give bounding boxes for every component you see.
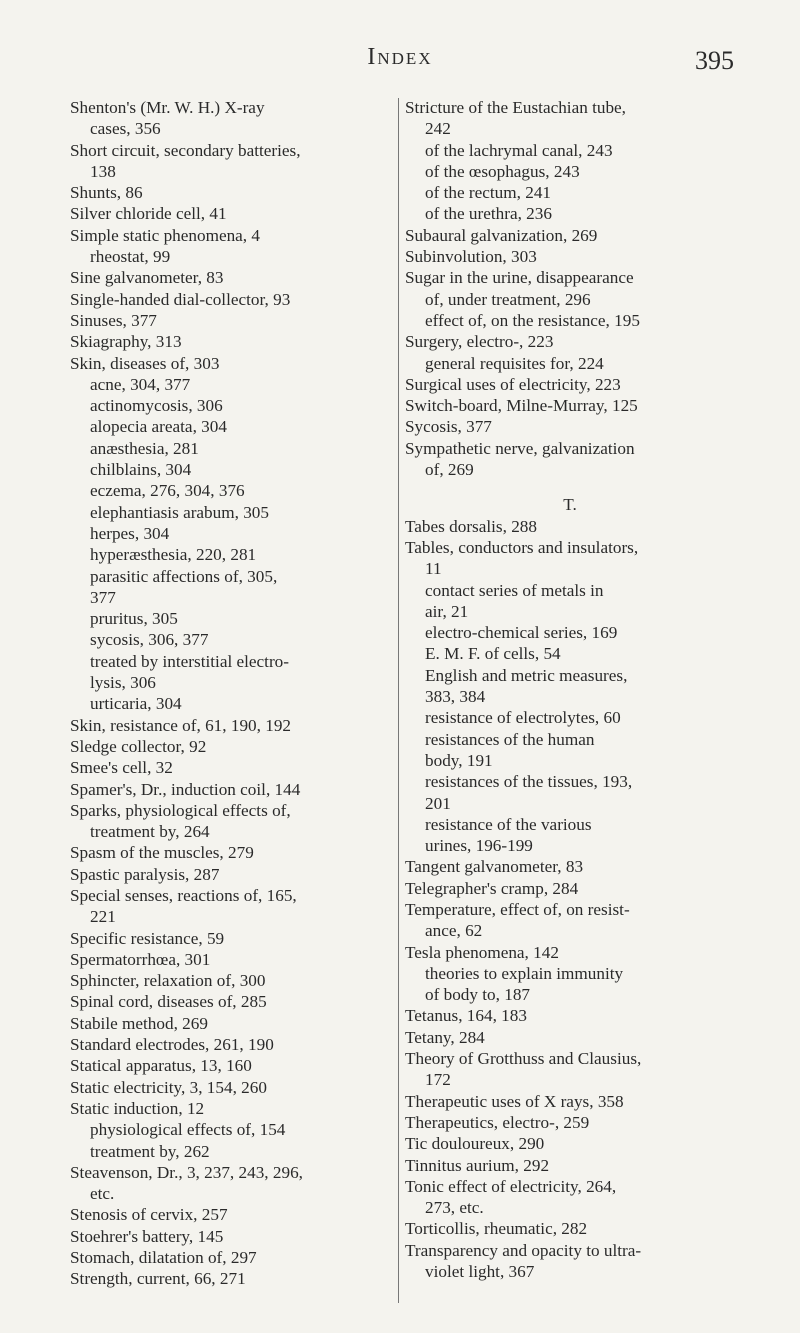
index-entry: violet light, 367 xyxy=(425,1262,535,1282)
index-entry: cases, 356 xyxy=(90,119,161,139)
index-entry: treatment by, 264 xyxy=(90,822,210,842)
column-divider xyxy=(398,98,399,1303)
section-letter: T. xyxy=(563,495,577,515)
index-entry: Stoehrer's battery, 145 xyxy=(70,1226,224,1246)
index-entry: Skin, diseases of, 303 xyxy=(70,353,220,373)
index-entry: theories to explain immunity xyxy=(425,963,624,983)
index-entry: of, under treatment, 296 xyxy=(425,289,591,309)
index-entry: body, 191 xyxy=(425,750,493,770)
index-entry: anæsthesia, 281 xyxy=(90,438,199,458)
index-entry: sycosis, 306, 377 xyxy=(90,630,209,650)
index-entry: Theory of Grotthuss and Clausius, xyxy=(405,1049,642,1069)
index-entry: Sphincter, relaxation of, 300 xyxy=(70,971,266,991)
index-entry: Tangent galvanometer, 83 xyxy=(405,857,584,877)
index-entry: Spasm of the muscles, 279 xyxy=(70,843,254,863)
index-entry: treated by interstitial electro- xyxy=(90,651,289,671)
index-entry: Tetany, 284 xyxy=(405,1027,485,1047)
index-entry: electro-chemical series, 169 xyxy=(425,623,618,643)
index-entry: Sine galvanometer, 83 xyxy=(70,268,224,288)
index-entry: Simple static phenomena, 4 xyxy=(70,225,260,245)
index-entry: Special senses, reactions of, 165, xyxy=(70,885,297,905)
index-entry: Surgical uses of electricity, 223 xyxy=(405,374,621,394)
index-entry: Spamer's, Dr., induction coil, 144 xyxy=(70,779,301,799)
index-entry: urticaria, 304 xyxy=(90,694,182,714)
index-entry: Stabile method, 269 xyxy=(70,1013,208,1033)
index-entry: Static electricity, 3, 154, 260 xyxy=(70,1077,267,1097)
index-entry: Strength, current, 66, 271 xyxy=(70,1269,246,1289)
index-entry: effect of, on the resistance, 195 xyxy=(425,310,640,330)
index-entry: Statical apparatus, 13, 160 xyxy=(70,1056,252,1076)
index-entry: of the urethra, 236 xyxy=(425,204,552,224)
index-entry: 172 xyxy=(425,1070,451,1090)
index-entry: Sycosis, 377 xyxy=(405,417,492,437)
index-entry: resistance of electrolytes, 60 xyxy=(425,708,621,728)
index-entry: Static induction, 12 xyxy=(70,1098,205,1118)
index-entry: resistances of the tissues, 193, xyxy=(425,772,633,792)
index-entry: lysis, 306 xyxy=(90,673,156,693)
index-entry: contact series of metals in xyxy=(425,580,604,600)
index-column-right xyxy=(405,97,735,1282)
index-entry: Silver chloride cell, 41 xyxy=(70,204,227,224)
index-entry: Subaural galvanization, 269 xyxy=(405,225,598,245)
index-entry: resistance of the various xyxy=(425,814,592,834)
index-entry: Tonic effect of electricity, 264, xyxy=(405,1176,617,1196)
index-entry: actinomycosis, 306 xyxy=(90,396,223,416)
index-entry: 242 xyxy=(425,119,451,139)
index-entry: Stomach, dilatation of, 297 xyxy=(70,1248,257,1268)
index-entry: Tetanus, 164, 183 xyxy=(405,1006,527,1026)
index-entry: Steavenson, Dr., 3, 237, 243, 296, xyxy=(70,1162,303,1182)
page-header xyxy=(0,42,800,82)
index-entry: of the lachrymal canal, 243 xyxy=(425,140,613,160)
index-entry: Tabes dorsalis, 288 xyxy=(405,516,537,536)
index-entry: ance, 62 xyxy=(425,921,483,941)
index-entry: Torticollis, rheumatic, 282 xyxy=(405,1219,588,1239)
index-entry: Skiagraphy, 313 xyxy=(70,332,182,352)
index-entry: resistances of the human xyxy=(425,729,595,749)
index-entry: Stenosis of cervix, 257 xyxy=(70,1205,228,1225)
index-entry: Single-handed dial-collector, 93 xyxy=(70,289,291,309)
index-entry: Tic douloureux, 290 xyxy=(405,1134,545,1154)
index-entry: parasitic affections of, 305, xyxy=(90,566,278,586)
index-entry: of, 269 xyxy=(425,460,474,480)
index-entry: Spermatorrhœa, 301 xyxy=(70,949,211,969)
index-entry: Sledge collector, 92 xyxy=(70,736,207,756)
page-number: 395 xyxy=(695,46,734,75)
index-entry: Switch-board, Milne-Murray, 125 xyxy=(405,396,638,416)
index-entry: rheostat, 99 xyxy=(90,247,171,267)
index-entry: English and metric measures, xyxy=(425,665,628,685)
index-entry: 138 xyxy=(90,161,116,181)
index-entry: Skin, resistance of, 61, 190, 192 xyxy=(70,715,292,735)
index-entry: Standard electrodes, 261, 190 xyxy=(70,1035,274,1055)
index-entry: Therapeutic uses of X rays, 358 xyxy=(405,1091,624,1111)
index-entry: hyperæsthesia, 220, 281 xyxy=(90,545,257,565)
index-entry: eczema, 276, 304, 376 xyxy=(90,481,245,501)
index-entry: herpes, 304 xyxy=(90,523,170,543)
index-entry: Transparency and opacity to ultra- xyxy=(405,1240,642,1260)
index-entry: etc. xyxy=(90,1184,115,1204)
running-title: Index xyxy=(367,44,433,70)
index-entry: Shunts, 86 xyxy=(70,183,143,203)
index-entry: 383, 384 xyxy=(425,687,486,707)
index-entry: alopecia areata, 304 xyxy=(90,417,227,437)
index-entry: 377 xyxy=(90,587,116,607)
index-entry: of the rectum, 241 xyxy=(425,183,552,203)
index-entry: Stricture of the Eustachian tube, xyxy=(405,98,626,117)
index-column-left xyxy=(70,97,395,1290)
index-entry: Spinal cord, diseases of, 285 xyxy=(70,992,267,1012)
index-entry: Therapeutics, electro-, 259 xyxy=(405,1112,590,1132)
index-entry: chilblains, 304 xyxy=(90,460,192,480)
index-entry: Sympathetic nerve, galvanization xyxy=(405,438,635,458)
index-entry: elephantiasis arabum, 305 xyxy=(90,502,269,522)
index-entry: 11 xyxy=(425,559,442,579)
index-entry: air, 21 xyxy=(425,601,469,621)
index-entry: physiological effects of, 154 xyxy=(90,1120,286,1140)
index-entry: Subinvolution, 303 xyxy=(405,247,537,267)
index-entry: E. M. F. of cells, 54 xyxy=(425,644,561,664)
index-entry: 273, etc. xyxy=(425,1198,484,1218)
index-entry: treatment by, 262 xyxy=(90,1141,210,1161)
index-entry: Short circuit, secondary batteries, xyxy=(70,140,301,160)
index-entry: pruritus, 305 xyxy=(90,609,178,629)
index-entry: Telegrapher's cramp, 284 xyxy=(405,878,579,898)
index-entry: Smee's cell, 32 xyxy=(70,758,173,778)
index-entry: 201 xyxy=(425,793,451,813)
index-entry: 221 xyxy=(90,907,116,927)
index-entry: acne, 304, 377 xyxy=(90,374,191,394)
index-entry: Surgery, electro-, 223 xyxy=(405,332,554,352)
index-entry: Sinuses, 377 xyxy=(70,310,157,330)
index-entry: urines, 196-199 xyxy=(425,836,533,856)
index-entry: of the œsophagus, 243 xyxy=(425,161,580,181)
index-entry: Spastic paralysis, 287 xyxy=(70,864,220,884)
index-entry: Temperature, effect of, on resist- xyxy=(405,899,630,919)
index-entry: Shenton's (Mr. W. H.) X-ray xyxy=(70,98,265,117)
index-entry: Tables, conductors and insulators, xyxy=(405,537,639,557)
index-entry: of body to, 187 xyxy=(425,985,531,1005)
index-entry: Specific resistance, 59 xyxy=(70,928,225,948)
index-entry: Tesla phenomena, 142 xyxy=(405,942,559,962)
index-entry: general requisites for, 224 xyxy=(425,353,604,373)
index-entry: Sugar in the urine, disappearance xyxy=(405,268,634,288)
index-entry: Tinnitus aurium, 292 xyxy=(405,1155,550,1175)
index-entry: Sparks, physiological effects of, xyxy=(70,800,291,820)
